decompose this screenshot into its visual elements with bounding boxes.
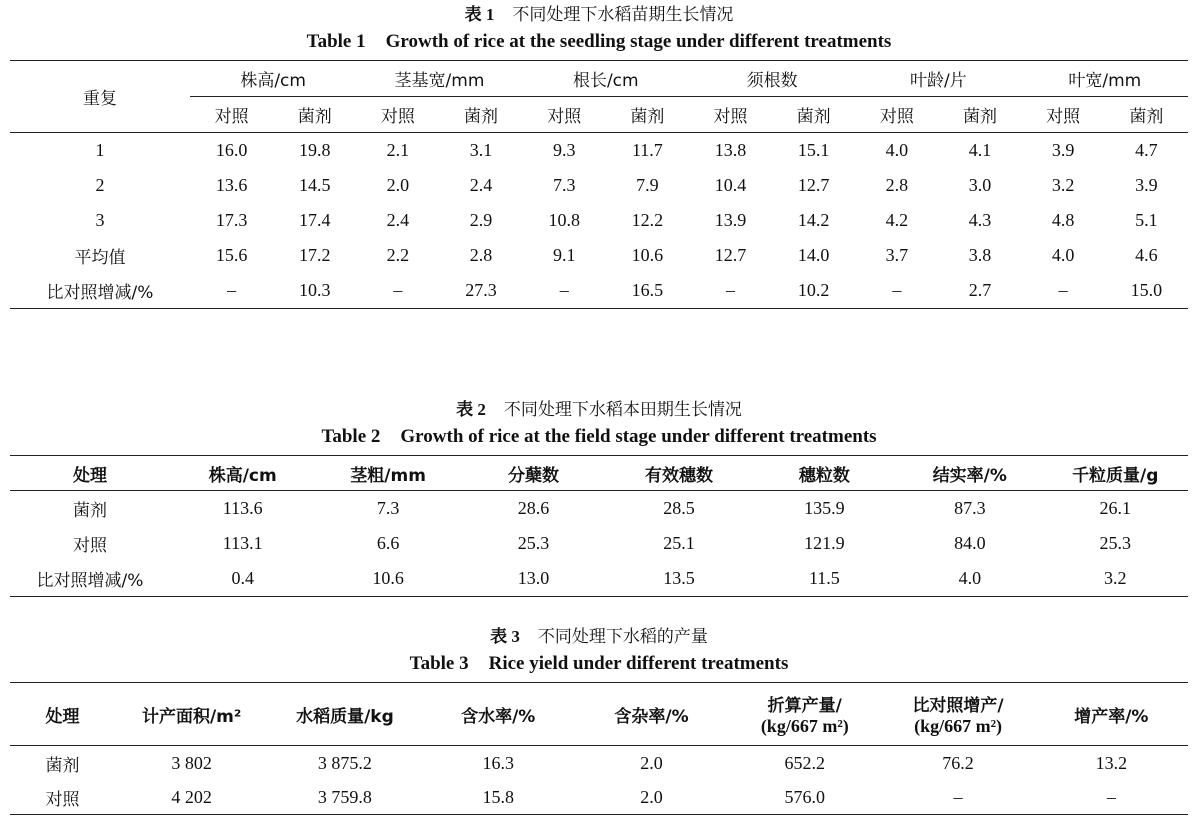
- table-cell: 9.1: [552, 245, 576, 265]
- table1-caption-en: [10, 30, 1188, 54]
- table-cell: 14.0: [797, 245, 830, 265]
- table3-caption-cn-text: 不同处理下水稻的产量: [537, 627, 708, 647]
- table-row: [10, 491, 1188, 527]
- column-subheader: 菌剂: [273, 97, 356, 133]
- table-cell: 3.2: [1051, 175, 1075, 195]
- table-cell: 4.7: [1135, 140, 1158, 160]
- table1: [10, 60, 1188, 309]
- table-cell: 7.3: [376, 498, 400, 518]
- table-cell: 3.0: [968, 175, 992, 195]
- table-cell: 15.8: [422, 780, 575, 815]
- table-cell: 28.6: [517, 498, 550, 518]
- table-cell: 13.6: [215, 175, 248, 195]
- column-header: 千粒质量/g: [1043, 456, 1188, 491]
- table-cell: 12.7: [714, 245, 747, 265]
- table3-caption-cn-label: 表 3: [490, 627, 520, 646]
- column-subheader: 菌剂: [439, 97, 522, 133]
- table-cell: 2.0: [640, 752, 663, 773]
- table3-caption-en-text: Rice yield under different treatments: [488, 653, 789, 674]
- table-cell: 3.8: [968, 245, 992, 265]
- table-cell: 15.1: [797, 140, 830, 160]
- table-row: [10, 561, 1188, 597]
- table-cell: 2.8: [469, 245, 493, 265]
- table-cell: 15.0: [1105, 273, 1188, 309]
- column-subheader: 对照: [190, 97, 273, 133]
- table-cell: 28.5: [663, 498, 695, 518]
- table2-caption-en-text: Growth of rice at the field stage under different treatments: [400, 426, 877, 447]
- table-cell: 13.8: [714, 140, 747, 160]
- table1-caption-cn-label: 表 1: [464, 5, 495, 24]
- table1-caption-en-label: Table 1: [306, 31, 366, 52]
- row-label: 2: [95, 175, 105, 195]
- table3-caption-en: [10, 652, 1188, 676]
- column-subheader: 菌剂: [1105, 97, 1188, 133]
- row-label: 3: [95, 210, 105, 230]
- column-header: 含水率/%: [422, 683, 575, 746]
- table-cell: 3.1: [469, 140, 493, 160]
- table-cell: 17.4: [298, 210, 331, 230]
- table3: [10, 682, 1188, 815]
- table-cell: –: [190, 273, 273, 309]
- table-cell: 87.3: [954, 498, 986, 518]
- table-cell: 19.8: [298, 140, 331, 160]
- column-header: 处理: [10, 683, 115, 746]
- table-cell: 13.0: [461, 561, 606, 597]
- column-header: 处理: [10, 456, 170, 491]
- table-cell: 5.1: [1135, 210, 1158, 230]
- table-row: [10, 133, 1188, 169]
- table-cell: 2.4: [469, 175, 493, 195]
- table-cell: 2.0: [575, 780, 728, 815]
- table-cell: 10.6: [315, 561, 460, 597]
- table-cell: 16.0: [215, 140, 248, 160]
- table-cell: 3.9: [1135, 175, 1158, 195]
- table-cell: 15.6: [215, 245, 248, 265]
- column-header: 含杂率/%: [575, 683, 728, 746]
- table-cell: 4.8: [1051, 210, 1075, 230]
- table-cell: 4.0: [885, 140, 909, 160]
- table-cell: 2.9: [469, 210, 493, 230]
- row-label: 菌剂: [73, 501, 107, 521]
- column-header: 计产面积/m²: [115, 683, 268, 746]
- column-header: 株高/cm: [170, 456, 315, 491]
- table-cell: 12.7: [797, 175, 830, 195]
- column-subheader: 对照: [356, 97, 439, 133]
- column-header: 比对照增产/ (kg/667 m²): [881, 683, 1034, 746]
- table-row: [10, 746, 1188, 781]
- column-header: 结实率/%: [897, 456, 1042, 491]
- table-cell: 10.6: [631, 245, 664, 265]
- table-row: [10, 526, 1188, 561]
- table-cell: –: [881, 780, 1034, 815]
- table-cell: –: [1035, 780, 1188, 815]
- table2-block: [10, 399, 1188, 597]
- table-cell: 2.8: [885, 175, 909, 195]
- table-cell: 4.2: [885, 210, 909, 230]
- table-cell: 113.1: [222, 533, 263, 553]
- row-label: 比对照增减/%: [10, 273, 190, 309]
- table3-header-row: [10, 683, 1188, 746]
- table-cell: 4.0: [897, 561, 1042, 597]
- row-label: 平均值: [74, 248, 126, 268]
- column-header: 增产率/%: [1035, 683, 1188, 746]
- table-cell: 2.7: [938, 273, 1021, 309]
- table-cell: 10.8: [548, 210, 580, 230]
- table1-caption-cn: [10, 4, 1188, 26]
- table-cell: 12.2: [631, 210, 664, 230]
- table-cell: 2.0: [386, 175, 410, 195]
- table-cell: –: [1022, 273, 1105, 309]
- table-row: [10, 238, 1188, 273]
- table-cell: 13.5: [606, 561, 751, 597]
- row-label: 比对照增减/%: [10, 561, 170, 597]
- table2: [10, 455, 1188, 597]
- table-cell: 76.2: [942, 752, 974, 773]
- column-header: 有效穗数: [606, 456, 751, 491]
- column-group-header: 叶宽/mm: [1022, 61, 1188, 97]
- table-cell: 2.4: [386, 210, 410, 230]
- column-group-header: 根长/cm: [523, 61, 689, 97]
- column-subheader: 菌剂: [938, 97, 1021, 133]
- table-row: [10, 273, 1188, 309]
- table-cell: 10.3: [273, 273, 356, 309]
- table-cell: 135.9: [804, 498, 845, 518]
- table-cell: 4 202: [115, 780, 268, 815]
- table1-caption-cn-text: 不同处理下水稻苗期生长情况: [512, 5, 734, 25]
- table-cell: 13.9: [714, 210, 747, 230]
- row-label: 对照: [10, 780, 115, 815]
- table-cell: 2.2: [386, 245, 410, 265]
- table-cell: 3 875.2: [317, 752, 372, 773]
- column-subheader: 对照: [1022, 97, 1105, 133]
- table-cell: 576.0: [728, 780, 881, 815]
- column-subheader: 菌剂: [772, 97, 855, 133]
- table-cell: 16.3: [482, 752, 514, 773]
- table-cell: 25.1: [663, 533, 695, 553]
- table-cell: 3.9: [1051, 140, 1075, 160]
- table-cell: 3 759.8: [268, 780, 421, 815]
- column-header: 水稻质量/kg: [268, 683, 421, 746]
- row-label: 对照: [73, 536, 107, 556]
- table-cell: 10.4: [714, 175, 747, 195]
- table-cell: 0.4: [170, 561, 315, 597]
- table-row: [10, 168, 1188, 203]
- table2-caption-en-label: Table 2: [321, 426, 381, 447]
- table-cell: 7.9: [636, 175, 659, 195]
- table-cell: 4.3: [968, 210, 992, 230]
- table2-caption-cn: [10, 399, 1188, 421]
- table-cell: 3.7: [885, 245, 909, 265]
- table2-header-row: [10, 456, 1188, 491]
- table1-block: [10, 4, 1188, 309]
- table-cell: 13.2: [1095, 752, 1128, 773]
- table-cell: 27.3: [439, 273, 522, 309]
- column-group-header: 叶龄/片: [855, 61, 1021, 97]
- table-cell: –: [523, 273, 606, 309]
- table-cell: 7.3: [552, 175, 576, 195]
- table-cell: 17.3: [215, 210, 248, 230]
- table-row: [10, 203, 1188, 238]
- table-cell: 4.6: [1135, 245, 1158, 265]
- column-subheader: 菌剂: [606, 97, 689, 133]
- column-subheader: 对照: [689, 97, 772, 133]
- table-cell: –: [855, 273, 938, 309]
- row-label: 菌剂: [45, 755, 80, 776]
- column-header: 分蘖数: [461, 456, 606, 491]
- table2-caption-cn-label: 表 2: [456, 400, 486, 419]
- column-subheader: 对照: [855, 97, 938, 133]
- table-cell: 6.6: [376, 533, 400, 553]
- table-cell: 3.2: [1043, 561, 1188, 597]
- row-header: 重复: [10, 61, 190, 133]
- table-cell: 2.1: [386, 140, 410, 160]
- table-cell: 14.2: [797, 210, 830, 230]
- column-header: 穗粒数: [752, 456, 897, 491]
- table-cell: 4.1: [968, 140, 992, 160]
- table-cell: 25.3: [1099, 533, 1132, 553]
- table-cell: 652.2: [784, 752, 826, 773]
- column-group-header: 株高/cm: [190, 61, 356, 97]
- table-cell: 16.5: [606, 273, 689, 309]
- table1-caption-en-text: Growth of rice at the seedling stage under different treatments: [385, 31, 892, 52]
- column-subheader: 对照: [523, 97, 606, 133]
- column-header: 折算产量/ (kg/667 m²): [728, 683, 881, 746]
- table-cell: 121.9: [804, 533, 845, 553]
- table3-caption-cn: [10, 626, 1188, 648]
- table-cell: –: [689, 273, 772, 309]
- table-cell: 10.2: [772, 273, 855, 309]
- row-label: 1: [95, 140, 105, 160]
- table-cell: 3 802: [171, 752, 212, 773]
- table-cell: –: [356, 273, 439, 309]
- table3-caption-en-label: Table 3: [409, 653, 469, 674]
- table-row: [10, 780, 1188, 815]
- table1-header-row: [10, 61, 1188, 97]
- table3-block: [10, 626, 1188, 815]
- table2-caption-cn-text: 不同处理下水稻本田期生长情况: [503, 400, 742, 420]
- column-header: 茎粗/mm: [315, 456, 460, 491]
- table-cell: 26.1: [1099, 498, 1132, 518]
- table-cell: 25.3: [517, 533, 550, 553]
- table-cell: 113.6: [222, 498, 263, 518]
- table-cell: 17.2: [298, 245, 331, 265]
- column-group-header: 须根数: [689, 61, 855, 97]
- table-cell: 9.3: [552, 140, 576, 160]
- table2-caption-en: [10, 425, 1188, 449]
- table-cell: 11.7: [631, 140, 663, 160]
- table-cell: 84.0: [954, 533, 986, 553]
- table-cell: 14.5: [298, 175, 331, 195]
- table-cell: 4.0: [1051, 245, 1075, 265]
- column-group-header: 茎基宽/mm: [356, 61, 522, 97]
- table-cell: 11.5: [752, 561, 897, 597]
